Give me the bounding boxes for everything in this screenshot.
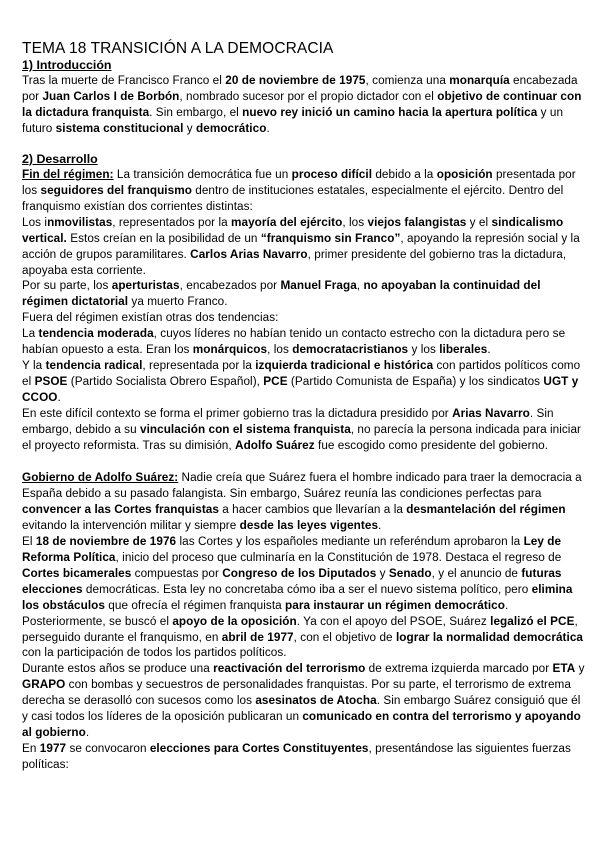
document-title: TEMA 18 TRANSICIÓN A LA DEMOCRACIA [22,40,334,57]
bold-text: Juan Carlos I de Borbón [42,89,180,103]
bold-text: legalizó el PCE [490,614,575,628]
bold-text: viejos falangistas [367,215,467,229]
text-run: , los [342,215,368,229]
bold-text: desmantelación del régimen [406,502,566,516]
text-run: , [356,279,364,293]
document-page [22,40,588,773]
text-run: , comienza una [365,74,450,87]
bold-text: Arias Navarro [452,407,530,421]
bold-text: objetivo de continuar con la dictadura franquista [22,89,582,119]
text-run: , no parecía la persona indicada para iniciar el proyecto reformista. Tras su dimisión, [22,423,582,453]
bold-text: monárquicos [192,343,268,357]
text-run: , representados por la [112,215,231,229]
text-run: Tras la muerte de Francisco Franco el [22,74,226,87]
bold-text: lograr la normalidad democrática [395,630,583,644]
bold-text: nmovilistas [47,215,113,229]
text-run: . Ya con el apoyo del PSOE, Suárez [296,614,491,628]
text-run: , apoyando la represión social y la acción de grupos paramilitares. [22,231,580,261]
text-run: , representada por la [142,359,256,373]
bold-text: Cortes bicamerales [22,566,132,580]
gobierno-suarez-subheading: Gobierno de Adolfo Suárez: [22,470,179,484]
bold-text: 1977 [39,742,67,756]
text-run: En este difícil contexto se forma el primer gobierno tras la dictadura presidido por [22,407,453,421]
text-run: a hacer cambios que llevarían a la [218,502,407,516]
bold-text: desde las leyes vigentes [239,518,379,532]
text-run: de extrema izquierda marcado por [365,662,553,676]
text-run: debido a la [372,167,437,181]
bold-text: Senado [388,566,432,580]
bold-text: mayoría del ejército [231,215,343,229]
bold-text: liberales [439,343,488,357]
text-run: con bombas y secuestros de personalidades franquistas. Por su parte, el terrorismo de extrema derecha se derasolló con sucesos como los [22,678,571,708]
section-2-heading: 2) Desarrollo [22,151,98,166]
bold-text: vinculación con el sistema franquista [139,423,351,437]
text-run: las Cortes y los españoles mediante un referéndum aprobaron la [176,534,524,548]
text-run: , presentándose las siguientes fuerzas políticas: [22,742,571,772]
ley-reforma-paragraph [22,534,588,614]
text-run: se convocaron [66,742,150,756]
text-run: y [376,566,389,580]
inmovilistas-paragraph [22,215,588,279]
text-run: presentada por los [22,167,576,197]
bold-text: reactivación del terrorismo [213,662,366,676]
text-run: . [57,391,61,405]
bold-text: oposición [436,167,493,181]
bold-text: apoyo de la oposición [172,614,297,628]
text-run: Y la [22,359,46,373]
bold-text: sistema constitucional [55,121,184,135]
bold-text: PCE [263,375,288,389]
bold-text: Carlos Arias Navarro [190,247,308,261]
bold-text: nuevo rey inició un camino hacia la apertura política [242,105,538,119]
text-run: Los i [22,215,48,229]
bold-text: tendencia moderada [38,327,154,341]
text-run: La [22,327,39,341]
text-run: Estos creían en la posibilidad de un [66,231,261,245]
text-run: con la participación de todos los partidos políticos. [22,646,287,660]
text-run: , nombrado sucesor por el propio dictador con el [179,89,438,103]
bold-text: elimina los obstáculos [22,582,573,612]
text-run: (Partido Comunista de España) y los sindicatos [287,375,544,389]
text-run: . [85,726,90,740]
section-1-heading: 1) Introducción [22,58,112,72]
bold-text: futuras elecciones [22,566,562,596]
terrorismo-paragraph [22,661,588,741]
radical-paragraph [22,358,588,406]
tendencias-paragraph [22,310,588,326]
bold-text: “franquismo sin Franco” [260,231,401,245]
text-run: y [183,121,197,135]
text-run: El [22,534,36,548]
text-run: Fuera del régimen existían otras dos tendencias: [22,311,279,325]
gobierno-suarez-paragraph [22,470,588,534]
text-run: (Partido Socialista Obrero Español), [67,375,264,389]
moderada-paragraph [22,326,588,358]
text-run: evitando la intervención militar y siempre [22,518,240,532]
bold-text: comunicado en contra del terrorismo y apoyando al gobierno [22,710,581,740]
text-run: Por su parte, los [22,279,112,293]
text-run: y un futuro [22,105,564,135]
text-run: compuestas por [131,566,223,580]
bold-text: abril de 1977 [221,630,294,644]
bold-text: seguidores del franquismo [40,183,192,197]
text-run: . [378,518,382,532]
text-run: Durante estos años se produce una [22,662,214,676]
text-run: . [504,598,509,612]
bold-text: proceso difícil [291,167,373,181]
bold-text: asesinatos de Atocha [255,694,377,708]
text-run: con partidos políticos como el [22,359,581,389]
text-run: . Sin embargo Suárez consiguió que él y casi todos los líderes de la oposición publicaran un [22,694,581,724]
bold-text: GRAPO [22,678,66,692]
bold-text: Ley de Reforma Política [22,534,562,564]
bold-text: no apoyaban la continuidad del régimen dictatorial [22,279,541,309]
text-run: dentro de instituciones estatales, especialmente el ejército. Dentro del franquismo existían dos corrientes distintas: [22,183,564,213]
intro-paragraph [22,73,588,137]
elecciones-1977-paragraph [22,741,588,773]
bold-text: 18 de noviembre de 1976 [35,534,177,548]
fin-regimen-subheading: Fin del régimen: [22,167,114,181]
bold-text: tendencia radical [45,359,143,373]
fin-regimen-paragraph [22,167,588,215]
bold-text: PSOE [34,375,68,389]
text-run: encabezada por [22,74,578,103]
bold-text: 20 de noviembre de 1975 [225,74,366,87]
bold-text: ETA [552,662,576,676]
text-run: La transición democrática fue un [113,167,292,181]
text-run: , perseguido durante el franquismo, en [22,614,578,644]
text-run: fue escogido como presidente del gobierno. [314,439,549,453]
text-run: , primer presidente del gobierno tras la dictadura, apoyaba esta corriente. [22,247,567,277]
text-run: y los [408,343,440,357]
text-run: democráticas. Esta ley no concretaba cómo iba a ser el nuevo sistema político, pero [82,582,532,596]
bold-text: convencer a las Cortes franquistas [22,502,219,516]
text-run: y [575,662,585,676]
bold-text: sindicalismo vertical. [22,215,564,245]
bold-text: UGT y CCOO [22,375,579,405]
bold-text: Adolfo Suárez [235,439,315,453]
text-run: . Sin embargo, el [149,105,243,119]
text-run: , inicio del proceso que culminaría en la Constitución de 1978. Destaca el regreso de [115,550,562,564]
apoyo-oposicion-paragraph [22,614,588,662]
bold-text: Congreso de los Diputados [222,566,377,580]
arias-navarro-paragraph [22,406,588,454]
bold-text: para instaurar un régimen democrático [285,598,505,612]
text-run: , con el objetivo de [293,630,396,644]
bold-text: izquierda tradicional e histórica [255,359,434,373]
bold-text: aperturistas [111,279,180,293]
bold-text: monarquía [449,74,510,87]
text-run: ya muerto Franco. [128,295,228,309]
aperturistas-paragraph [22,278,588,310]
text-run: , cuyos líderes no habían tenido un contacto estrecho con la dictadura pero se habían opuesto a esta. Eran los [22,327,566,357]
text-run: , los [267,343,293,357]
text-run: Nadie creía que Suárez fuera el hombre indicado para traer la democracia a España debido a su pasado falangista. Sin embargo, Suárez reunía las condiciones perfectas para [22,470,582,500]
text-run: En [22,742,40,756]
bold-text: democratacristianos [292,343,409,357]
text-run: . Sin embargo, debido a su [22,407,554,437]
text-run: . [487,343,491,357]
bold-text: democrático [196,121,267,135]
bold-text: Manuel Fraga [280,279,357,293]
text-run: . [266,121,270,135]
text-run: , encabezados por [179,279,281,293]
text-run: que ofrecía el régimen franquista [104,598,286,612]
text-run: Posteriormente, se buscó el [22,614,173,628]
text-run: y el [466,215,492,229]
text-run: , y el anuncio de [431,566,522,580]
bold-text: elecciones para Cortes Constituyentes [149,742,369,756]
